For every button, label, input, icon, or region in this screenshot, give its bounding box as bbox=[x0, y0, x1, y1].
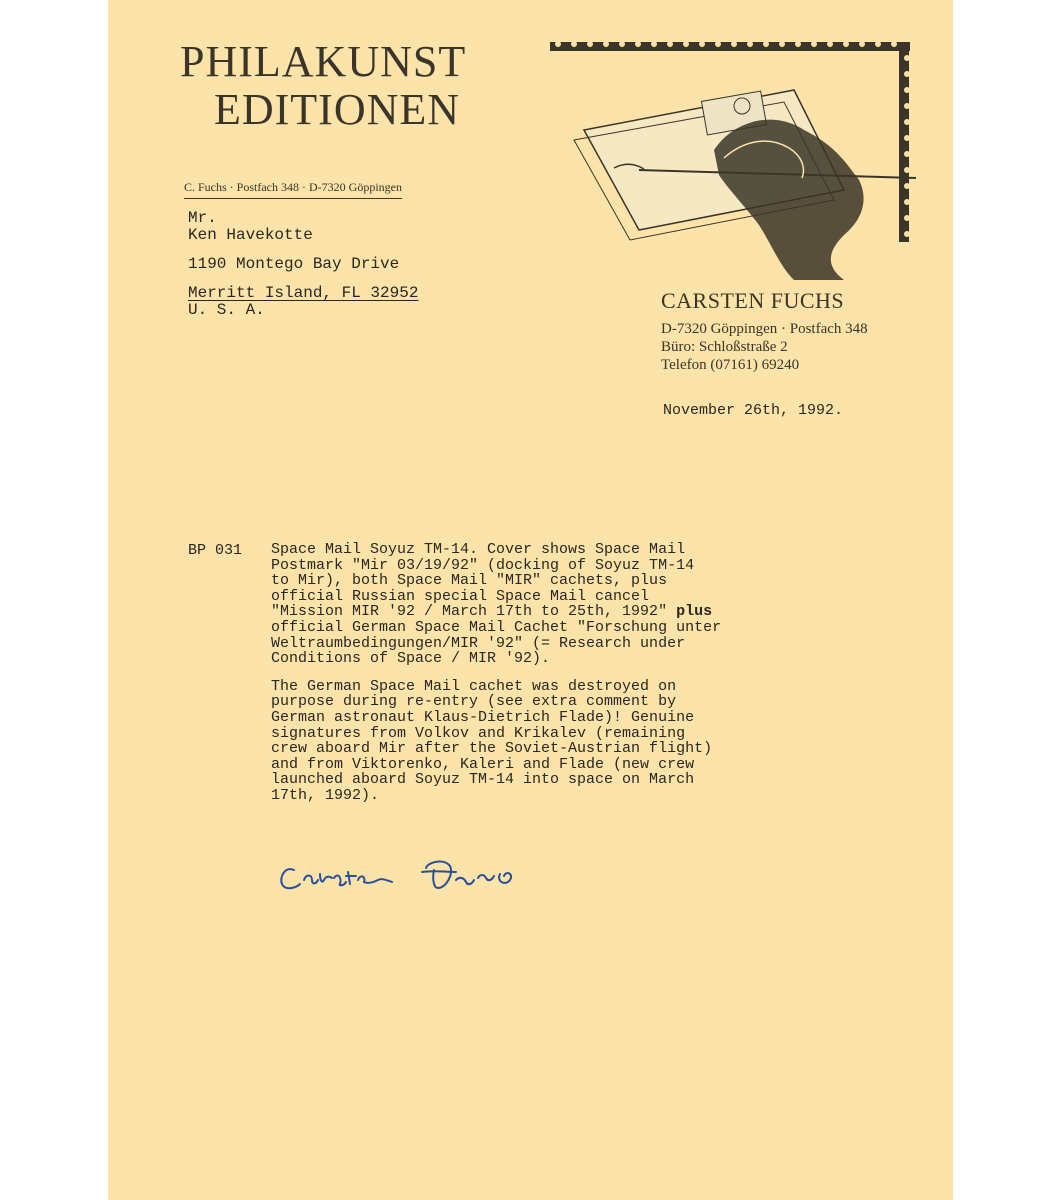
recipient-street: 1190 Montego Bay Drive bbox=[188, 255, 400, 273]
sender-return-line: C. Fuchs · Postfach 348 · D-7320 Göppingen bbox=[184, 180, 402, 199]
recipient-city: Merritt Island, FL 32952 bbox=[188, 284, 419, 302]
brand-line-2: EDITIONEN bbox=[214, 85, 461, 134]
para1-part1: Space Mail Soyuz TM-14. Cover shows Space Mail Postmark "Mir 03/19/92" (docking of Soyuz TM-14 to Mir), both Space Mail "MIR" cachets, plus official Russian special Space Mail cancel "Mission MIR '92 / March 17th to 25th, 1992" bbox=[271, 541, 695, 621]
recipient-address bbox=[188, 210, 418, 319]
body-paragraph-2: The German Space Mail cachet was destroyed on purpose during re-entry (see extra comment by German astronaut Klaus-Dietrich Flade)! Genuine signatures from Volkov and Krikalev (remaining crew aboard Mir after the Soviet-Austrian flight) and from Viktorenko, Kaleri and Flade (new crew launched aboard Soyuz TM-14 into space on March 17th, 1992). bbox=[271, 677, 713, 804]
recipient-country: U. S. A. bbox=[188, 301, 265, 319]
company-name: CARSTEN FUCHS bbox=[661, 288, 845, 313]
letterhead-brand bbox=[180, 38, 466, 134]
handwritten-signature bbox=[274, 848, 574, 898]
company-block bbox=[661, 288, 868, 374]
item-reference: BP 031 bbox=[188, 542, 243, 559]
letter-page bbox=[108, 0, 953, 1200]
company-address: D-7320 Göppingen · Postfach 348 bbox=[661, 321, 868, 337]
brand-line-1: PHILAKUNST bbox=[180, 37, 467, 86]
body-paragraph-1 bbox=[271, 542, 831, 667]
company-phone: Telefon (07161) 69240 bbox=[661, 357, 800, 373]
company-office: Büro: Schloßstraße 2 bbox=[661, 339, 788, 355]
para1-part2: official German Space Mail Cachet "Forschung unter Weltraumbedingungen/MIR '92" (= Research under Conditions of Space / MIR '92). bbox=[271, 618, 722, 668]
stamp-hand-illustration bbox=[544, 40, 916, 280]
letter-date: November 26th, 1992. bbox=[663, 402, 844, 419]
para1-bold: plus bbox=[676, 603, 713, 621]
recipient-salutation: Mr. bbox=[188, 209, 217, 227]
letter-body bbox=[271, 542, 831, 816]
recipient-name: Ken Havekotte bbox=[188, 226, 313, 244]
